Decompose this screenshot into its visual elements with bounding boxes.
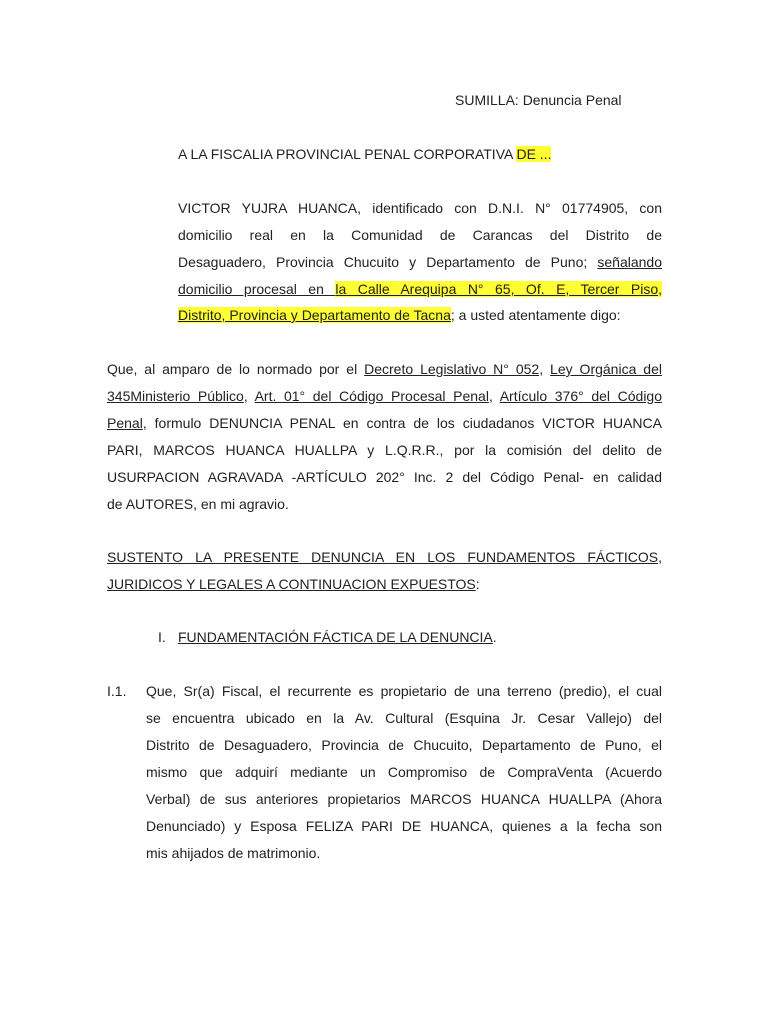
sustento-l2-text: JURIDICOS Y LEGALES A CONTINUACION EXPUESTOS	[107, 576, 476, 592]
item-1-1-line-6: Denunciado) y Esposa FELIZA PARI DE HUANCA, quienes a la fecha son	[146, 818, 662, 834]
section-1-title-text: FUNDAMENTACIÓN FÁCTICA DE LA DENUNCIA	[178, 629, 493, 645]
sustento-l1-text: SUSTENTO LA PRESENTE DENUNCIA EN LOS FUNDAMENTOS FÁCTICOS,	[107, 549, 662, 565]
intro-line-2: domicilio real en la Comunidad de Carancas del Distrito de	[178, 227, 662, 243]
que-line-4: PARI, MARCOS HUANCA HUALLPA y L.Q.R.R., por la comisión del delito de	[107, 442, 662, 458]
que-line-1	[107, 359, 662, 379]
intro-line-3-underlined: señalando	[597, 254, 662, 270]
item-1-1-line-3: Distrito de Desaguadero, Provincia de Chucuito, Departamento de Puno, el	[146, 737, 662, 753]
que-line-6: de AUTORES, en mi agravio.	[107, 496, 289, 512]
sustento-line-2	[107, 574, 662, 594]
intro-line-4	[178, 279, 662, 299]
item-1-1-line-1: Que, Sr(a) Fiscal, el recurrente es propietario de una terreno (predio), el cual	[146, 683, 662, 699]
item-1-1-line-7: mis ahijados de matrimonio.	[146, 845, 321, 861]
sumilla-heading: SUMILLA: Denuncia Penal	[455, 92, 622, 108]
sustento-line-1	[107, 547, 662, 567]
intro-line-1: VICTOR YUJRA HUANCA, identificado con D.N.I. N° 01774905, con	[178, 200, 662, 216]
que-l2-art01: Art. 01° del Código Procesal Penal	[254, 388, 489, 404]
que-l1-ley: Ley Orgánica del	[550, 361, 662, 377]
item-1-1-line-2: se encuentra ubicado en la Av. Cultural (Esquina Jr. Cesar Vallejo) del	[146, 710, 662, 726]
intro-line-3	[178, 252, 662, 272]
section-1-number: I.	[158, 629, 166, 645]
que-line-2	[107, 386, 662, 406]
intro-line-4-highlight: la Calle Arequipa N° 65, Of. E, Tercer Piso,	[335, 281, 662, 297]
que-l2-ministerio: 345Ministerio Público	[107, 388, 244, 404]
que-l3-text: , formulo DENUNCIA PENAL en contra de los ciudadanos VICTOR HUANCA	[142, 415, 662, 431]
item-1-1-line-5: Verbal) de sus anteriores propietarios MARCOS HUANCA HUALLPA (Ahora	[146, 791, 662, 807]
que-l1-decreto: Decreto Legislativo N° 052,	[364, 361, 544, 377]
que-l1-a: Que, al amparo de lo normado por el	[107, 361, 365, 377]
que-line-3	[107, 413, 662, 433]
que-l2-art376: Artículo 376° del Código	[499, 388, 663, 404]
intro-line-5-highlight: Distrito, Provincia y Departamento de Tacna	[178, 307, 451, 323]
section-1-title-end: .	[492, 629, 497, 645]
item-1-1-line-4: mismo que adquirí mediante un Compromiso de CompraVenta (Acuerdo	[146, 764, 662, 780]
addressee-line	[178, 144, 551, 164]
que-l1-space	[543, 361, 550, 377]
que-line-5: USURPACION AGRAVADA -ARTÍCULO 202° Inc. 2 del Código Penal- en calidad	[107, 469, 662, 485]
addressee-highlight: DE ...	[516, 146, 552, 162]
intro-line-3-text: Desaguadero, Provincia Chucuito y Departamento de Puno;	[178, 254, 598, 270]
sustento-l2-end: :	[475, 576, 480, 592]
que-l3-penal: Penal	[107, 415, 143, 431]
que-l2-sep2: ,	[488, 388, 500, 404]
que-l2-sep1: ,	[243, 388, 255, 404]
intro-line-5	[178, 305, 662, 325]
section-1-title	[178, 627, 497, 647]
addressee-text: A LA FISCALIA PROVINCIAL PENAL CORPORATIVA	[178, 146, 517, 162]
item-1-1-number: I.1.	[107, 683, 127, 699]
intro-line-4-underlined: domicilio procesal en	[178, 281, 336, 297]
intro-line-5-text: ; a usted atentamente digo:	[450, 307, 621, 323]
